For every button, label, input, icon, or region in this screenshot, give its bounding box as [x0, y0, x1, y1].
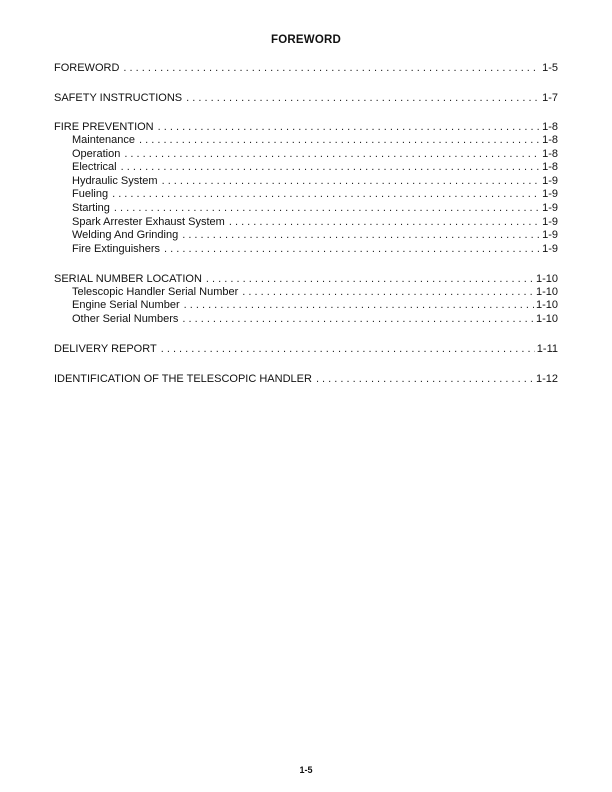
toc-subentry[interactable] — [54, 286, 558, 300]
dot-leader — [182, 229, 540, 243]
toc-entry-page: 1-5 — [542, 62, 558, 74]
toc-subentry-label: Fire Extinguishers — [72, 243, 164, 257]
toc-section — [54, 91, 558, 105]
toc-subentry-label: Spark Arrester Exhaust System — [72, 216, 229, 230]
toc-entry-label: FIRE PREVENTION — [54, 120, 158, 134]
toc-subentry-label: Fueling — [72, 188, 112, 202]
toc-subentry[interactable] — [54, 188, 558, 202]
toc-entry[interactable] — [54, 342, 558, 356]
toc-subentry-label: Starting — [72, 202, 114, 216]
toc-subentry-page: 1-9 — [542, 242, 558, 255]
toc-entry-label: SERIAL NUMBER LOCATION — [54, 272, 206, 286]
dot-leader — [161, 342, 535, 356]
toc-subentry-label: Electrical — [72, 161, 121, 175]
dot-leader — [316, 372, 534, 386]
toc-entry-label: IDENTIFICATION OF THE TELESCOPIC HANDLER — [54, 372, 316, 386]
toc-subentry-label: Telescopic Handler Serial Number — [72, 286, 242, 300]
toc-subentry-page: 1-9 — [542, 174, 558, 187]
dot-leader — [162, 175, 541, 189]
toc-subentry-page: 1-10 — [535, 285, 558, 298]
toc-subentry[interactable] — [54, 243, 558, 257]
dot-leader — [242, 286, 534, 300]
toc-subentry-page: 1-10 — [535, 313, 558, 326]
dot-leader — [124, 148, 540, 162]
toc-section — [54, 61, 558, 75]
dot-leader — [184, 299, 534, 313]
toc-subentry[interactable] — [54, 299, 558, 313]
toc-subentry-page: 1-8 — [542, 147, 558, 160]
toc-subentry-label: Welding And Grinding — [72, 229, 182, 243]
dot-leader — [186, 91, 540, 105]
page-number: 1-5 — [299, 765, 313, 775]
dot-leader — [139, 134, 540, 148]
toc-entry-page: 1-12 — [535, 372, 558, 385]
dot-leader — [182, 313, 534, 327]
toc-subentry-page: 1-10 — [535, 299, 558, 312]
toc-entry-label: SAFETY INSTRUCTIONS — [54, 91, 186, 105]
toc-subentry-label: Maintenance — [72, 134, 139, 148]
toc-section — [54, 372, 558, 386]
toc-subentry-label: Operation — [72, 148, 124, 162]
dot-leader — [123, 61, 540, 75]
toc-entry-page: 1-11 — [536, 343, 558, 356]
toc-subentry-label: Hydraulic System — [72, 175, 162, 189]
toc-section — [54, 342, 558, 356]
toc-section — [54, 120, 558, 256]
toc-subentry-page: 1-9 — [542, 215, 558, 228]
dot-leader — [164, 243, 540, 257]
toc-subentry[interactable] — [54, 175, 558, 189]
toc-subentry[interactable] — [54, 161, 558, 175]
toc-subentry[interactable] — [54, 229, 558, 243]
toc-entry[interactable] — [54, 91, 558, 105]
table-of-contents — [54, 61, 558, 401]
toc-entry[interactable] — [54, 61, 558, 75]
toc-entry-page: 1-10 — [535, 272, 558, 285]
toc-subentry-page: 1-9 — [542, 229, 558, 242]
toc-entry-label: FOREWORD — [54, 61, 123, 75]
toc-subentry-label: Other Serial Numbers — [72, 313, 182, 327]
toc-subentry[interactable] — [54, 148, 558, 162]
toc-subentry[interactable] — [54, 313, 558, 327]
dot-leader — [206, 272, 534, 286]
toc-subentry-page: 1-9 — [542, 188, 558, 201]
dot-leader — [158, 120, 540, 134]
toc-subentry[interactable] — [54, 134, 558, 148]
toc-subentry-page: 1-8 — [542, 134, 558, 146]
toc-entry[interactable] — [54, 272, 558, 286]
dot-leader — [112, 188, 540, 202]
dot-leader — [114, 202, 540, 216]
toc-subentry-page: 1-9 — [542, 201, 558, 214]
toc-subentry[interactable] — [54, 216, 558, 230]
toc-section — [54, 272, 558, 327]
toc-entry-label: DELIVERY REPORT — [54, 342, 161, 356]
toc-subentry-page: 1-8 — [542, 161, 558, 174]
page-title: FOREWORD — [271, 34, 341, 46]
toc-entry[interactable] — [54, 372, 558, 386]
toc-subentry[interactable] — [54, 202, 558, 216]
toc-entry[interactable] — [54, 120, 558, 134]
dot-leader — [229, 216, 540, 230]
dot-leader — [121, 161, 540, 175]
toc-subentry-label: Engine Serial Number — [72, 299, 184, 313]
toc-entry-page: 1-7 — [542, 91, 558, 104]
toc-entry-page: 1-8 — [542, 121, 558, 133]
